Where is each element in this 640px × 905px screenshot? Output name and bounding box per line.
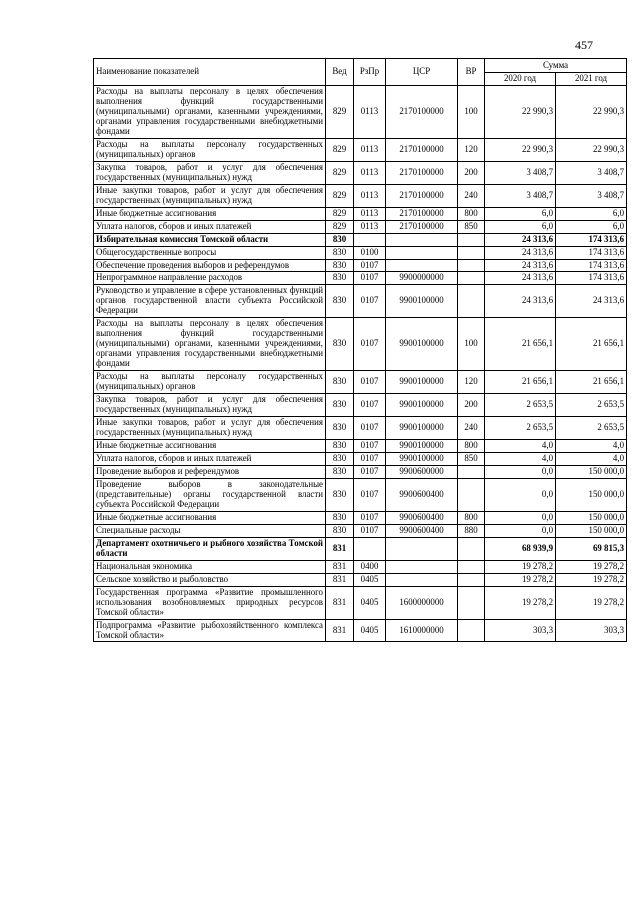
row-csr-cell: 9900100000: [386, 371, 458, 394]
row-2021-cell: 150 000,0: [556, 478, 627, 511]
table-row: [94, 85, 627, 138]
row-vr-cell: [458, 619, 485, 642]
row-csr-cell: [386, 560, 458, 573]
row-ved-cell: 830: [326, 394, 354, 417]
row-vr-cell: [458, 233, 485, 246]
header-csr: ЦСР: [386, 59, 458, 86]
row-vr-cell: 240: [458, 184, 485, 207]
row-rzpr-cell: 0113: [354, 161, 386, 184]
row-rzpr-cell: 0400: [354, 560, 386, 573]
row-ved-cell: 830: [326, 465, 354, 478]
row-name-cell: Закупка товаров, работ и услуг для обеспечения государственных (муниципальных) нужд: [94, 394, 326, 417]
row-2020-cell: 6,0: [485, 220, 556, 233]
row-vr-cell: 850: [458, 452, 485, 465]
row-rzpr-cell: [354, 537, 386, 560]
row-2020-cell: 4,0: [485, 440, 556, 453]
row-2021-cell: 174 313,6: [556, 246, 627, 259]
table-row: [94, 465, 627, 478]
row-vr-cell: 100: [458, 318, 485, 371]
row-name-cell: Руководство и управление в сфере установленных функций органов государственной власти субъекта Российской Федерации: [94, 285, 326, 318]
row-rzpr-cell: 0405: [354, 619, 386, 642]
row-csr-cell: 2170100000: [386, 138, 458, 161]
row-csr-cell: [386, 246, 458, 259]
row-name-cell: Национальная экономика: [94, 560, 326, 573]
row-csr-cell: 1600000000: [386, 586, 458, 619]
row-rzpr-cell: 0107: [354, 272, 386, 285]
row-ved-cell: 829: [326, 184, 354, 207]
table-body: [94, 85, 627, 642]
row-2020-cell: 6,0: [485, 207, 556, 220]
row-2020-cell: 3 408,7: [485, 184, 556, 207]
table-row: [94, 417, 627, 440]
table-row: [94, 220, 627, 233]
row-2021-cell: 22 990,3: [556, 138, 627, 161]
row-ved-cell: 831: [326, 537, 354, 560]
row-2020-cell: 19 278,2: [485, 586, 556, 619]
row-name-cell: Расходы на выплаты персоналу государственных (муниципальных) органов: [94, 371, 326, 394]
header-sum: Сумма: [485, 59, 627, 73]
row-csr-cell: 9900100000: [386, 318, 458, 371]
header-year-2021: 2021 год: [556, 73, 627, 86]
table-row: [94, 259, 627, 272]
row-2021-cell: 150 000,0: [556, 465, 627, 478]
row-vr-cell: [458, 560, 485, 573]
row-name-cell: Расходы на выплаты персоналу в целях обеспечения выполнения функций государственными (муниципальными) органами, казенными учреждениями, органами управления государственными внебюджетными фондами: [94, 318, 326, 371]
row-name-cell: Уплата налогов, сборов и иных платежей: [94, 220, 326, 233]
row-vr-cell: 120: [458, 371, 485, 394]
row-rzpr-cell: 0107: [354, 511, 386, 524]
row-ved-cell: 830: [326, 371, 354, 394]
row-csr-cell: 2170100000: [386, 220, 458, 233]
row-rzpr-cell: 0113: [354, 138, 386, 161]
row-csr-cell: 9900100000: [386, 440, 458, 453]
row-2020-cell: 24 313,6: [485, 246, 556, 259]
row-rzpr-cell: 0107: [354, 440, 386, 453]
table-row: [94, 478, 627, 511]
row-csr-cell: 9900600400: [386, 524, 458, 537]
row-2020-cell: 24 313,6: [485, 272, 556, 285]
row-ved-cell: 829: [326, 85, 354, 138]
table-row: [94, 285, 627, 318]
table-row: [94, 161, 627, 184]
row-rzpr-cell: 0113: [354, 85, 386, 138]
row-name-cell: Государственная программа «Развитие промышленного использования возобновляемых природных ресурсов Томской области»: [94, 586, 326, 619]
row-ved-cell: 831: [326, 573, 354, 586]
table-row: [94, 573, 627, 586]
row-csr-cell: 9900600400: [386, 478, 458, 511]
row-2020-cell: 0,0: [485, 478, 556, 511]
row-ved-cell: 830: [326, 259, 354, 272]
table-row: [94, 560, 627, 573]
row-2021-cell: 22 990,3: [556, 85, 627, 138]
row-rzpr-cell: 0107: [354, 452, 386, 465]
row-csr-cell: 1610000000: [386, 619, 458, 642]
row-name-cell: Избирательная комиссия Томской области: [94, 233, 326, 246]
row-ved-cell: 830: [326, 285, 354, 318]
row-2021-cell: 19 278,2: [556, 560, 627, 573]
row-vr-cell: 800: [458, 207, 485, 220]
row-csr-cell: 2170100000: [386, 207, 458, 220]
row-ved-cell: 830: [326, 452, 354, 465]
row-rzpr-cell: 0405: [354, 573, 386, 586]
row-csr-cell: 9900100000: [386, 417, 458, 440]
row-2020-cell: 68 939,9: [485, 537, 556, 560]
row-2021-cell: 150 000,0: [556, 524, 627, 537]
row-name-cell: Иные бюджетные ассигнования: [94, 440, 326, 453]
row-ved-cell: 830: [326, 417, 354, 440]
row-rzpr-cell: 0107: [354, 524, 386, 537]
row-csr-cell: 9900100000: [386, 285, 458, 318]
row-csr-cell: 9900600000: [386, 465, 458, 478]
row-2020-cell: 21 656,1: [485, 318, 556, 371]
row-ved-cell: 829: [326, 220, 354, 233]
row-2021-cell: 3 408,7: [556, 161, 627, 184]
row-vr-cell: [458, 285, 485, 318]
row-2020-cell: 0,0: [485, 511, 556, 524]
row-name-cell: Уплата налогов, сборов и иных платежей: [94, 452, 326, 465]
row-vr-cell: 200: [458, 161, 485, 184]
row-2020-cell: 22 990,3: [485, 85, 556, 138]
row-2020-cell: 19 278,2: [485, 560, 556, 573]
row-vr-cell: 800: [458, 440, 485, 453]
table-row: [94, 511, 627, 524]
row-name-cell: Непрограммное направление расходов: [94, 272, 326, 285]
row-name-cell: Иные бюджетные ассигнования: [94, 207, 326, 220]
row-2021-cell: 174 313,6: [556, 259, 627, 272]
row-ved-cell: 831: [326, 619, 354, 642]
row-ved-cell: 830: [326, 318, 354, 371]
table-row: [94, 440, 627, 453]
row-name-cell: Расходы на выплаты персоналу в целях обеспечения выполнения функций государственными (муниципальными) органами, казенными учреждениями, органами управления государственными внебюджетными фондами: [94, 85, 326, 138]
row-csr-cell: [386, 233, 458, 246]
row-csr-cell: 9900100000: [386, 394, 458, 417]
row-name-cell: Проведение выборов и референдумов: [94, 465, 326, 478]
header-name: Наименование показателей: [94, 59, 326, 86]
row-name-cell: Закупка товаров, работ и услуг для обеспечения государственных (муниципальных) нужд: [94, 161, 326, 184]
row-rzpr-cell: 0107: [354, 478, 386, 511]
row-csr-cell: 9900600400: [386, 511, 458, 524]
row-vr-cell: 200: [458, 394, 485, 417]
table-row: [94, 138, 627, 161]
row-ved-cell: 830: [326, 440, 354, 453]
row-vr-cell: 800: [458, 511, 485, 524]
row-csr-cell: 2170100000: [386, 85, 458, 138]
row-2021-cell: 69 815,3: [556, 537, 627, 560]
row-vr-cell: [458, 478, 485, 511]
row-vr-cell: 240: [458, 417, 485, 440]
row-name-cell: Расходы на выплаты персоналу государственных (муниципальных) органов: [94, 138, 326, 161]
row-2020-cell: 24 313,6: [485, 233, 556, 246]
row-2021-cell: 21 656,1: [556, 371, 627, 394]
row-vr-cell: [458, 586, 485, 619]
page-number: 457: [575, 38, 593, 52]
row-2020-cell: 2 653,5: [485, 394, 556, 417]
row-2021-cell: 4,0: [556, 452, 627, 465]
row-name-cell: Департамент охотничьего и рыбного хозяйства Томской области: [94, 537, 326, 560]
budget-table: [93, 58, 627, 642]
row-vr-cell: 850: [458, 220, 485, 233]
table-row: [94, 207, 627, 220]
row-2021-cell: 21 656,1: [556, 318, 627, 371]
row-name-cell: Обеспечение проведения выборов и референдумов: [94, 259, 326, 272]
row-rzpr-cell: 0107: [354, 417, 386, 440]
row-rzpr-cell: 0113: [354, 207, 386, 220]
row-2020-cell: 0,0: [485, 524, 556, 537]
row-rzpr-cell: 0107: [354, 465, 386, 478]
row-name-cell: Иные закупки товаров, работ и услуг для обеспечения государственных (муниципальных) нужд: [94, 184, 326, 207]
row-ved-cell: 831: [326, 586, 354, 619]
row-2020-cell: 19 278,2: [485, 573, 556, 586]
table-row: [94, 586, 627, 619]
table-row: [94, 524, 627, 537]
table-row: [94, 272, 627, 285]
row-vr-cell: 880: [458, 524, 485, 537]
header-rzpr: РзПр: [354, 59, 386, 86]
row-2021-cell: 19 278,2: [556, 586, 627, 619]
row-csr-cell: 9900100000: [386, 452, 458, 465]
row-ved-cell: 830: [326, 524, 354, 537]
row-ved-cell: 830: [326, 246, 354, 259]
row-2021-cell: 6,0: [556, 220, 627, 233]
header-vr: ВР: [458, 59, 485, 86]
row-ved-cell: 830: [326, 233, 354, 246]
row-rzpr-cell: 0107: [354, 318, 386, 371]
row-ved-cell: 829: [326, 161, 354, 184]
row-csr-cell: 9900000000: [386, 272, 458, 285]
row-csr-cell: [386, 259, 458, 272]
row-2021-cell: 6,0: [556, 207, 627, 220]
row-rzpr-cell: 0107: [354, 371, 386, 394]
row-2020-cell: 2 653,5: [485, 417, 556, 440]
row-vr-cell: [458, 246, 485, 259]
row-2020-cell: 4,0: [485, 452, 556, 465]
row-csr-cell: 2170100000: [386, 184, 458, 207]
row-rzpr-cell: 0107: [354, 259, 386, 272]
row-vr-cell: 120: [458, 138, 485, 161]
row-2021-cell: 24 313,6: [556, 285, 627, 318]
row-name-cell: Специальные расходы: [94, 524, 326, 537]
row-rzpr-cell: 0113: [354, 220, 386, 233]
row-2021-cell: 303,3: [556, 619, 627, 642]
row-vr-cell: [458, 537, 485, 560]
row-csr-cell: 2170100000: [386, 161, 458, 184]
row-name-cell: Общегосударственные вопросы: [94, 246, 326, 259]
table-row: [94, 233, 627, 246]
row-vr-cell: 100: [458, 85, 485, 138]
row-vr-cell: [458, 259, 485, 272]
table-row: [94, 394, 627, 417]
row-2020-cell: 303,3: [485, 619, 556, 642]
row-name-cell: Сельское хозяйство и рыболовство: [94, 573, 326, 586]
row-rzpr-cell: [354, 233, 386, 246]
table-row: [94, 318, 627, 371]
row-2021-cell: 174 313,6: [556, 233, 627, 246]
header-year-2020: 2020 год: [485, 73, 556, 86]
row-2020-cell: 24 313,6: [485, 285, 556, 318]
row-vr-cell: [458, 272, 485, 285]
row-name-cell: Проведение выборов в законодательные (представительные) органы государственной власти субъекта Российской Федерации: [94, 478, 326, 511]
row-csr-cell: [386, 537, 458, 560]
row-rzpr-cell: 0107: [354, 285, 386, 318]
row-2021-cell: 2 653,5: [556, 394, 627, 417]
row-2021-cell: 4,0: [556, 440, 627, 453]
row-vr-cell: [458, 573, 485, 586]
row-2021-cell: 174 313,6: [556, 272, 627, 285]
row-2020-cell: 3 408,7: [485, 161, 556, 184]
table-row: [94, 371, 627, 394]
table-row: [94, 452, 627, 465]
row-csr-cell: [386, 573, 458, 586]
row-ved-cell: 829: [326, 138, 354, 161]
table-row: [94, 246, 627, 259]
row-vr-cell: [458, 465, 485, 478]
row-2020-cell: 21 656,1: [485, 371, 556, 394]
row-2020-cell: 22 990,3: [485, 138, 556, 161]
row-rzpr-cell: 0113: [354, 184, 386, 207]
row-2021-cell: 3 408,7: [556, 184, 627, 207]
table-row: [94, 537, 627, 560]
row-2021-cell: 150 000,0: [556, 511, 627, 524]
row-2020-cell: 0,0: [485, 465, 556, 478]
row-name-cell: Подпрограмма «Развитие рыбохозяйственного комплекса Томской области»: [94, 619, 326, 642]
row-rzpr-cell: 0405: [354, 586, 386, 619]
row-ved-cell: 830: [326, 511, 354, 524]
header-ved: Вед: [326, 59, 354, 86]
row-2021-cell: 19 278,2: [556, 573, 627, 586]
table-row: [94, 619, 627, 642]
row-rzpr-cell: 0100: [354, 246, 386, 259]
row-name-cell: Иные закупки товаров, работ и услуг для обеспечения государственных (муниципальных) нужд: [94, 417, 326, 440]
row-ved-cell: 831: [326, 560, 354, 573]
row-2020-cell: 24 313,6: [485, 259, 556, 272]
row-2021-cell: 2 653,5: [556, 417, 627, 440]
table-row: [94, 184, 627, 207]
row-ved-cell: 829: [326, 207, 354, 220]
row-rzpr-cell: 0107: [354, 394, 386, 417]
row-name-cell: Иные бюджетные ассигнования: [94, 511, 326, 524]
row-ved-cell: 830: [326, 272, 354, 285]
row-ved-cell: 830: [326, 478, 354, 511]
